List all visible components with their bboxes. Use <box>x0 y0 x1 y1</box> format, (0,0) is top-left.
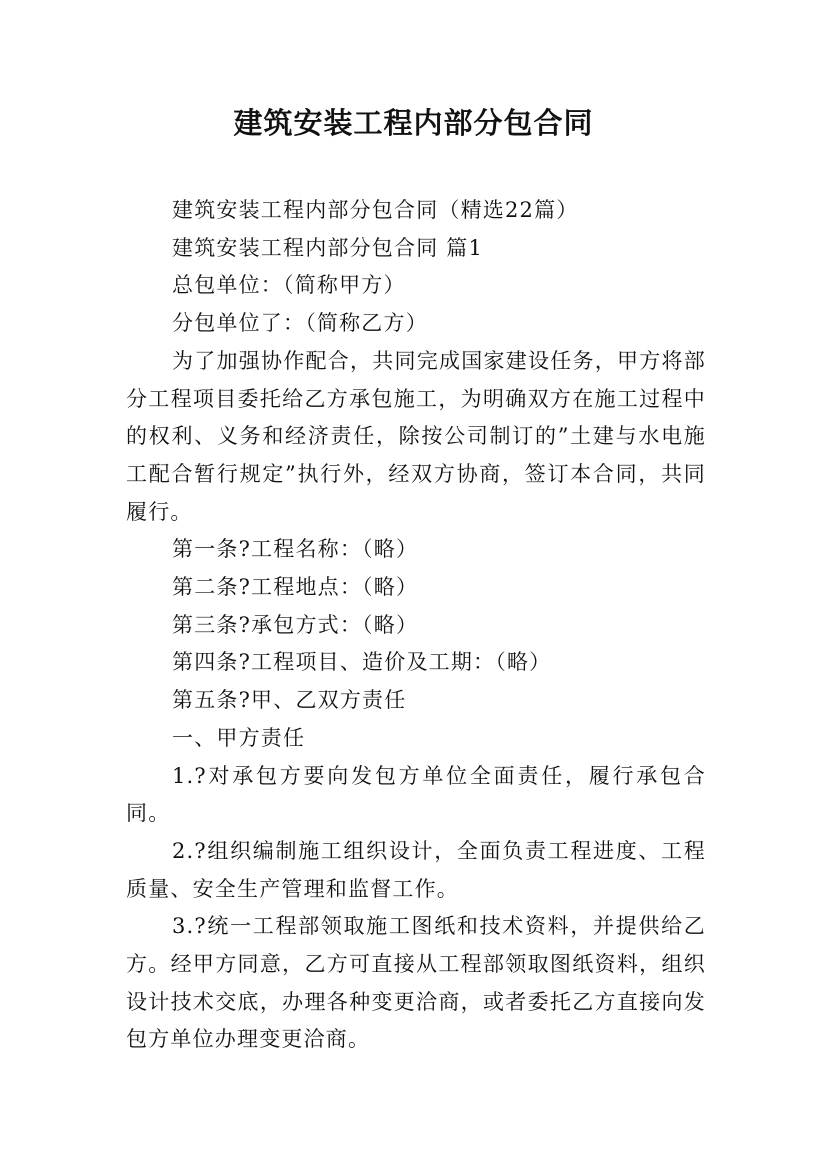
paragraph-article-4: 第四条?工程项目、造价及工期：（略） <box>172 650 552 675</box>
paragraph-article-5: 第五条?甲、乙双方责任 <box>172 688 407 713</box>
paragraph-duty-1: 1.?对承包方要向发包方单位全面责任，履行承包合同。 <box>126 763 706 826</box>
document-title: 建筑安装工程内部分包合同 <box>233 106 594 140</box>
paragraph-article-3: 第三条?承包方式：（略） <box>172 612 419 637</box>
paragraph-party-a-duties: 一、甲方责任 <box>172 725 306 750</box>
paragraph-article-2: 第二条?工程地点：（略） <box>172 575 419 600</box>
document-body <box>126 192 706 1059</box>
paragraph-subtitle: 建筑安装工程内部分包合同（精选22篇） <box>172 198 579 222</box>
paragraph-preamble: 为了加强协作配合，共同完成国家建设任务，甲方将部分工程项目委托给乙方承包施工，为明确双方在施工过程中的权利、义务和经济责任，除按公司制订的”土建与水电施工配合暂行规定”执行外，经双方协商，签订本合同，共同履行。 <box>126 348 706 524</box>
paragraph-duty-3: 3.?统一工程部领取施工图纸和技术资料，并提供给乙方。经甲方同意，乙方可直接从工程部领取图纸资料，组织设计技术交底，办理各种变更洽商，或者委托乙方直接向发包方单位办理变更洽商。 <box>126 914 706 1052</box>
paragraph-article-1: 第一条?工程名称：（略） <box>172 537 419 562</box>
paragraph-section-heading: 建筑安装工程内部分包合同 篇1 <box>172 235 484 260</box>
paragraph-general-contractor: 总包单位：（简称甲方） <box>172 273 406 298</box>
paragraph-duty-2: 2.?组织编制施工组织设计，全面负责工程进度、工程质量、安全生产管理和监督工作。 <box>126 838 706 901</box>
paragraph-subcontractor: 分包单位了：（简称乙方） <box>172 311 428 336</box>
